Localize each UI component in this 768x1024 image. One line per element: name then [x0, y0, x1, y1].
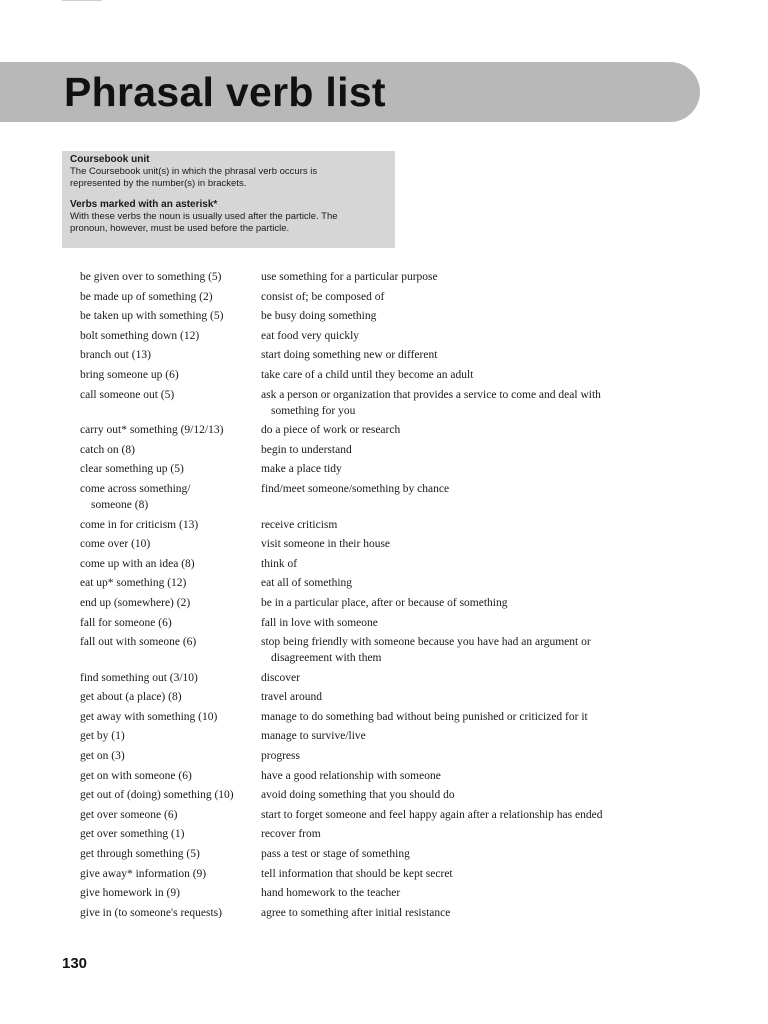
- verb-meaning-text: manage to survive/live: [261, 730, 366, 743]
- verb-meaning: [261, 768, 680, 784]
- verb-meaning-text: stop being friendly with someone because you have had an argument or: [261, 636, 591, 649]
- verb-meaning-text: ask a person or organization that provides a service to come and deal with: [261, 388, 601, 401]
- verb-meaning-continuation: something for you: [271, 404, 356, 417]
- phrasal-verb: [80, 575, 261, 591]
- phrasal-verb: [80, 367, 261, 383]
- verb-meaning: [261, 536, 680, 552]
- phrasal-verb-text: find something out (3/10): [80, 671, 198, 684]
- verb-entry: [80, 328, 680, 344]
- verb-meaning: [261, 517, 680, 533]
- info-heading-asterisk: Verbs marked with an asterisk*: [70, 199, 218, 210]
- phrasal-verb: [80, 670, 261, 686]
- verb-meaning-text: manage to do something bad without being punished or criticized for it: [261, 710, 588, 723]
- verb-meaning: [261, 748, 680, 764]
- phrasal-verb-text: get over someone (6): [80, 808, 178, 821]
- verb-entry: [80, 595, 680, 611]
- verb-meaning-text: start to forget someone and feel happy again after a relationship has ended: [261, 808, 603, 821]
- verb-meaning-text: consist of; be composed of: [261, 290, 385, 303]
- verb-entry: [80, 748, 680, 764]
- verb-meaning-text: do a piece of work or research: [261, 424, 401, 437]
- verb-meaning-text: tell information that should be kept secret: [261, 867, 453, 880]
- verb-meaning: [261, 289, 680, 305]
- phrasal-verb: [80, 866, 261, 882]
- verb-meaning-text: eat food very quickly: [261, 329, 360, 342]
- phrasal-verb-text: call someone out (5): [80, 388, 175, 401]
- phrasal-verb: [80, 728, 261, 744]
- page-number: 130: [62, 955, 88, 972]
- verb-meaning-text: start doing something new or different: [261, 349, 438, 362]
- verb-entry: [80, 905, 680, 921]
- verb-entry: [80, 556, 680, 572]
- phrasal-verb: [80, 905, 261, 921]
- verb-meaning-text: receive criticism: [261, 518, 338, 531]
- verb-meaning: [261, 461, 680, 477]
- phrasal-verb-text: catch on (8): [80, 443, 135, 456]
- verb-entry: [80, 689, 680, 705]
- verb-meaning-continuation: disagreement with them: [271, 652, 382, 665]
- verb-meaning: [261, 826, 680, 842]
- verb-meaning: [261, 866, 680, 882]
- verb-entry: [80, 575, 680, 591]
- verb-meaning: [261, 347, 680, 363]
- verb-entry: [80, 308, 680, 324]
- phrasal-verb: [80, 885, 261, 901]
- verb-meaning: [261, 709, 680, 725]
- verb-meaning-text: use something for a particular purpose: [261, 271, 438, 283]
- verb-meaning-text: have a good relationship with someone: [261, 769, 441, 782]
- verb-meaning-text: begin to understand: [261, 443, 352, 456]
- verb-meaning: [261, 670, 680, 686]
- phrasal-verb-list: [80, 269, 680, 924]
- phrasal-verb: [80, 347, 261, 363]
- phrasal-verb-text: bolt something down (12): [80, 329, 200, 342]
- phrasal-verb: [80, 387, 261, 403]
- phrasal-verb: [80, 807, 261, 823]
- verb-meaning-text: make a place tidy: [261, 463, 342, 476]
- phrasal-verb-text: be taken up with something (5): [80, 310, 224, 323]
- phrasal-verb-text: bring someone up (6): [80, 368, 179, 381]
- verb-meaning: [261, 905, 680, 921]
- verb-meaning-text: avoid doing something that you should do: [261, 789, 455, 802]
- phrasal-verb: [80, 422, 261, 438]
- info-heading-coursebook: Coursebook unit: [70, 154, 150, 165]
- verb-meaning: [261, 787, 680, 803]
- phrasal-verb: [80, 748, 261, 764]
- verb-meaning: [261, 807, 680, 823]
- verb-meaning: [261, 387, 680, 419]
- info-text-line: The Coursebook unit(s) in which the phrasal verb occurs is: [70, 166, 318, 177]
- verb-meaning-text: fall in love with someone: [261, 616, 378, 629]
- phrasal-verb: [80, 328, 261, 344]
- phrasal-verb: [80, 846, 261, 862]
- phrasal-verb-text: get by (1): [80, 730, 125, 743]
- verb-entry: [80, 615, 680, 631]
- phrasal-verb-text: clear something up (5): [80, 463, 184, 476]
- phrasal-verb: [80, 536, 261, 552]
- verb-meaning-text: visit someone in their house: [261, 538, 391, 551]
- verb-entry: [80, 846, 680, 862]
- verb-entry: [80, 387, 680, 419]
- verb-entry: [80, 347, 680, 363]
- verb-entry: [80, 885, 680, 901]
- verb-meaning-text: pass a test or stage of something: [261, 848, 410, 861]
- info-text-line: represented by the number(s) in brackets.: [70, 178, 247, 189]
- phrasal-verb-text: give homework in (9): [80, 887, 180, 900]
- phrasal-verb: [80, 442, 261, 458]
- phrasal-verb-text: get about (a place) (8): [80, 691, 182, 704]
- phrasal-verb: [80, 595, 261, 611]
- verb-meaning-text: be in a particular place, after or because of something: [261, 596, 508, 609]
- verb-entry: [80, 787, 680, 803]
- verb-entry: [80, 634, 680, 666]
- verb-meaning-text: progress: [261, 750, 300, 763]
- phrasal-verb-text: be given over to something (5): [80, 271, 222, 283]
- phrasal-verb: [80, 787, 261, 803]
- phrasal-verb: [80, 269, 261, 285]
- phrasal-verb-text: give in (to someone's requests): [80, 906, 222, 919]
- phrasal-verb: [80, 556, 261, 572]
- phrasal-verb-text: be made up of something (2): [80, 290, 213, 303]
- phrasal-verb-text: get on (3): [80, 750, 125, 763]
- info-text-line: With these verbs the noun is usually used after the particle. The: [70, 211, 338, 222]
- verb-meaning: [261, 689, 680, 705]
- phrasal-verb: [80, 517, 261, 533]
- verb-meaning: [261, 595, 680, 611]
- verb-entry: [80, 670, 680, 686]
- phrasal-verb-text: eat up* something (12): [80, 577, 187, 590]
- phrasal-verb-text: get on with someone (6): [80, 769, 192, 782]
- verb-meaning-text: eat all of something: [261, 577, 353, 590]
- verb-meaning: [261, 575, 680, 591]
- verb-meaning: [261, 308, 680, 324]
- verb-meaning: [261, 481, 680, 497]
- phrasal-verb: [80, 709, 261, 725]
- verb-meaning-text: hand homework to the teacher: [261, 887, 401, 900]
- verb-entry: [80, 768, 680, 784]
- phrasal-verb-text: get away with something (10): [80, 710, 218, 723]
- verb-entry: [80, 536, 680, 552]
- phrasal-verb-text: fall for someone (6): [80, 616, 172, 629]
- phrasal-verb-text: come in for criticism (13): [80, 518, 199, 531]
- verb-meaning: [261, 885, 680, 901]
- phrasal-verb-continuation: someone (8): [91, 498, 149, 511]
- verb-entry: [80, 481, 680, 513]
- phrasal-verb: [80, 689, 261, 705]
- phrasal-verb-text: come across something/: [80, 482, 191, 495]
- phrasal-verb: [80, 461, 261, 477]
- verb-entry: [80, 269, 680, 285]
- verb-entry: [80, 367, 680, 383]
- phrasal-verb: [80, 481, 261, 513]
- phrasal-verb-text: get over something (1): [80, 828, 185, 841]
- verb-meaning: [261, 634, 680, 666]
- verb-meaning: [261, 846, 680, 862]
- verb-meaning-text: find/meet someone/something by chance: [261, 482, 450, 495]
- phrasal-verb-text: get out of (doing) something (10): [80, 789, 234, 802]
- verb-meaning: [261, 442, 680, 458]
- info-box: [62, 151, 395, 248]
- top-rule: [62, 0, 102, 1]
- verb-entry: [80, 826, 680, 842]
- verb-meaning-text: travel around: [261, 691, 322, 704]
- phrasal-verb-text: end up (somewhere) (2): [80, 596, 191, 609]
- phrasal-verb-text: fall out with someone (6): [80, 636, 197, 649]
- phrasal-verb-text: branch out (13): [80, 349, 151, 362]
- verb-entry: [80, 866, 680, 882]
- phrasal-verb: [80, 615, 261, 631]
- phrasal-verb: [80, 289, 261, 305]
- phrasal-verb-text: come up with an idea (8): [80, 557, 195, 570]
- phrasal-verb: [80, 308, 261, 324]
- verb-meaning-text: be busy doing something: [261, 310, 377, 323]
- phrasal-verb-text: come over (10): [80, 538, 151, 551]
- verb-entry: [80, 289, 680, 305]
- phrasal-verb-text: give away* information (9): [80, 867, 207, 880]
- verb-meaning: [261, 328, 680, 344]
- verb-meaning: [261, 728, 680, 744]
- verb-entry: [80, 442, 680, 458]
- verb-meaning: [261, 367, 680, 383]
- verb-entry: [80, 728, 680, 744]
- verb-meaning-text: recover from: [261, 828, 321, 841]
- verb-meaning-text: agree to something after initial resistance: [261, 906, 451, 919]
- verb-meaning: [261, 422, 680, 438]
- phrasal-verb-text: get through something (5): [80, 848, 200, 861]
- verb-meaning: [261, 556, 680, 572]
- verb-entry: [80, 807, 680, 823]
- verb-meaning-text: take care of a child until they become an adult: [261, 368, 474, 381]
- info-text-line: pronoun, however, must be used before the particle.: [70, 223, 290, 234]
- verb-meaning: [261, 615, 680, 631]
- phrasal-verb: [80, 634, 261, 650]
- verb-entry: [80, 517, 680, 533]
- verb-meaning: [261, 269, 680, 285]
- phrasal-verb: [80, 768, 261, 784]
- verb-meaning-text: discover: [261, 671, 300, 684]
- verb-entry: [80, 422, 680, 438]
- verb-entry: [80, 709, 680, 725]
- verb-meaning-text: think of: [261, 557, 298, 570]
- phrasal-verb: [80, 826, 261, 842]
- page-title: Phrasal verb list: [64, 69, 386, 115]
- verb-entry: [80, 461, 680, 477]
- phrasal-verb-text: carry out* something (9/12/13): [80, 424, 224, 437]
